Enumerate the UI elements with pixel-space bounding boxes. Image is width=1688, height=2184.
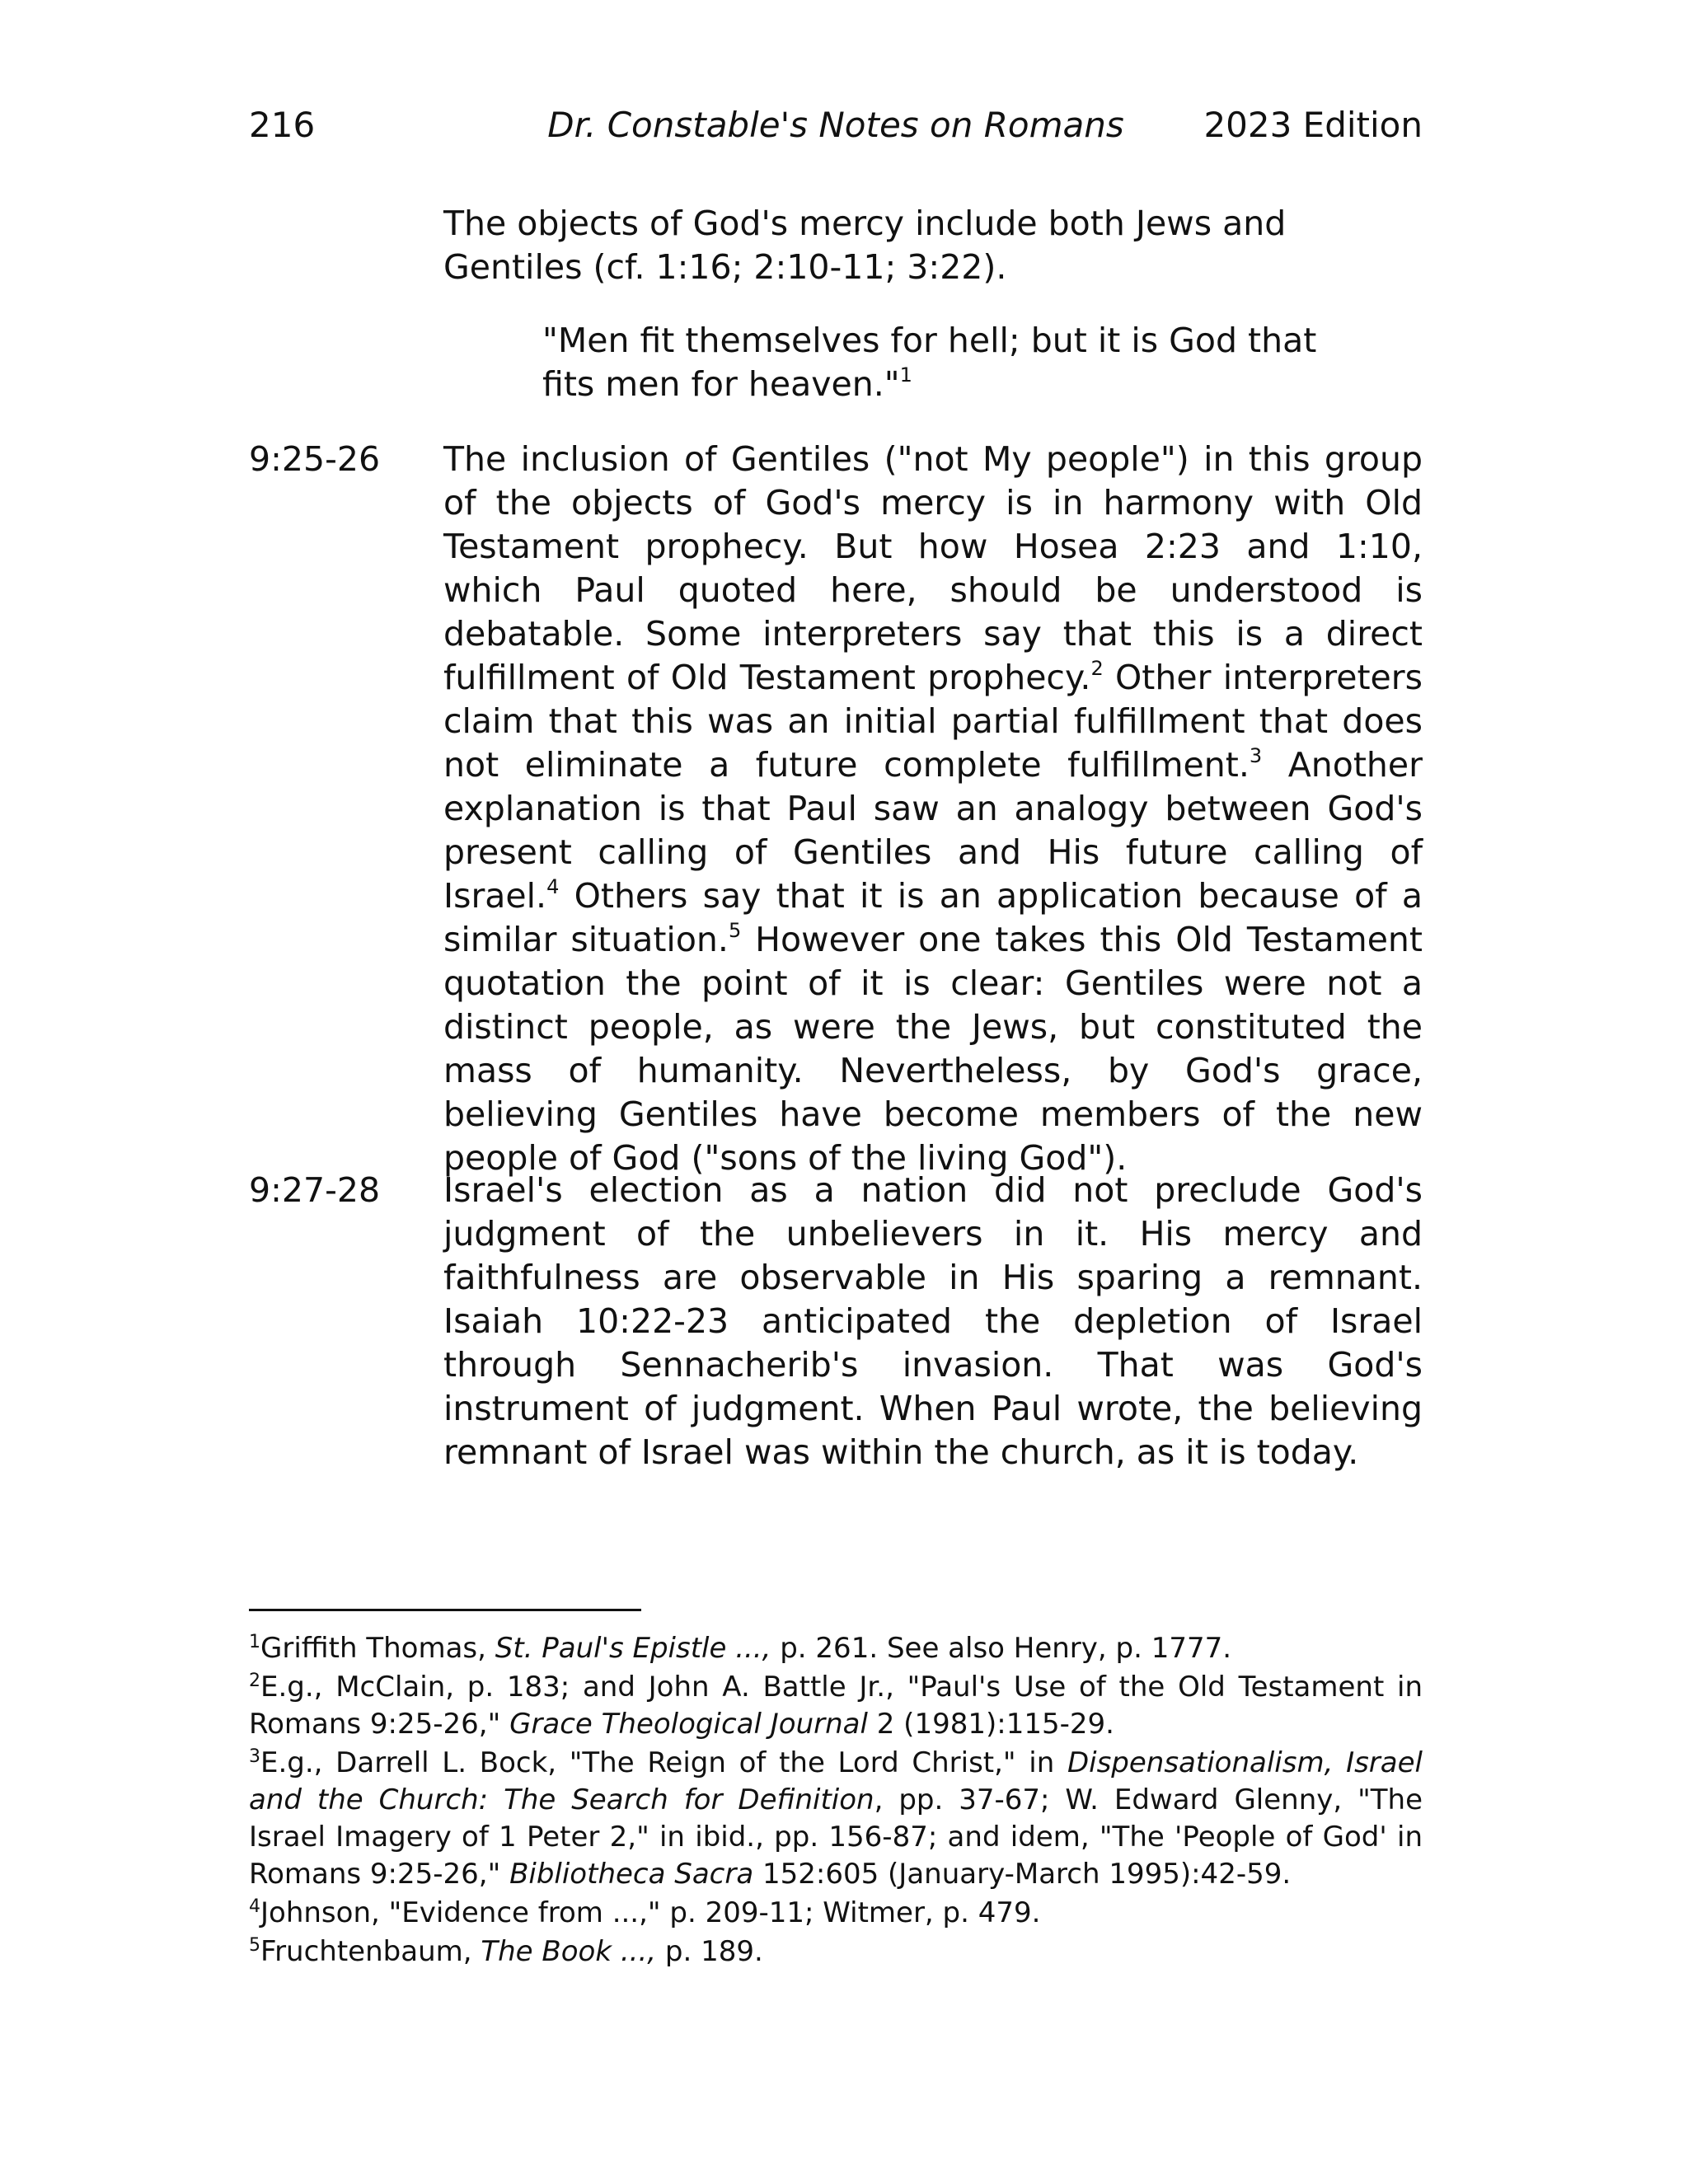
intro-paragraph — [443, 202, 1423, 289]
footnote-ref-3[interactable]: 3 — [1249, 744, 1263, 768]
footnote-text: , pp. 37-67; W. Edward Glenny, "The Israel Imagery of 1 Peter 2," in ibid., pp. 156-87; and idem, "The 'People of God' in Romans 9:25-26," — [249, 1783, 1423, 1891]
paragraph-text: The inclusion of Gentiles ("not My people") in this group of the objects of God's mercy is in harmony with Old Testament prophecy. But how Hosea 2:23 and 1:10, which Paul quoted here, should be understood is debatable. Some interpreters say that this is a direct fulfillment of Old Testament prophecy. — [443, 439, 1423, 697]
footnote-text: p. 189. — [656, 1935, 763, 1968]
footnote-title: Dispensationalism, Israel and the Church: The Search for Definition — [249, 1746, 1423, 1816]
footnote-title: St. Paul's Epistle ..., — [495, 1632, 771, 1665]
footnote-title: Bibliotheca Sacra — [509, 1858, 754, 1891]
footnote-2 — [249, 1669, 1423, 1743]
running-title: Dr. Constable's Notes on Romans — [547, 105, 1124, 145]
intro-text: The objects of God's mercy include both Jews and Gentiles (cf. 1:16; 2:10-11; 3:22). — [443, 204, 1287, 287]
footnote-text: 152:605 (January-March 1995):42-59. — [753, 1858, 1292, 1891]
paragraph-text: Others say that it is an application because of a similar situation. — [443, 876, 1423, 959]
footnote-ref-4[interactable]: 4 — [546, 875, 560, 899]
footnote-ref-1[interactable]: 1 — [899, 363, 912, 387]
footnote-mark: 2 — [249, 1671, 260, 1691]
edition-label: 2023 Edition — [1203, 105, 1423, 145]
footnote-mark: 5 — [249, 1935, 260, 1956]
footnote-text: Griffith Thomas, — [260, 1632, 495, 1665]
footnote-text: p. 261. See also Henry, p. 1777. — [771, 1632, 1232, 1665]
commentary-paragraph-9-27-28 — [443, 1169, 1423, 1474]
footnote-4 — [249, 1895, 1423, 1932]
footnote-mark: 1 — [249, 1632, 260, 1652]
footnotes — [249, 1630, 1423, 1972]
footnote-title: The Book ..., — [481, 1935, 657, 1968]
footnote-3 — [249, 1745, 1423, 1893]
footnote-mark: 4 — [249, 1896, 260, 1917]
page-number: 216 — [249, 105, 316, 145]
verse-ref-9-27-28: 9:27-28 — [249, 1170, 381, 1210]
footnote-title: Grace Theological Journal — [509, 1708, 868, 1741]
page-header — [249, 101, 1423, 150]
footnote-divider — [249, 1609, 641, 1611]
paragraph-text: Israel's election as a nation did not preclude God's judgment of the unbelievers in it. His mercy and faithfulness are observable in His sparing a remnant. Isaiah 10:22-23 anticipated the depletion of Israel through Sennacherib's invasion. That was God's instrument of judgment. When Paul wrote, the believing remnant of Israel was within the church, as it is today. — [443, 1170, 1423, 1472]
footnote-ref-2[interactable]: 2 — [1090, 657, 1104, 681]
block-quote — [542, 319, 1367, 406]
verse-ref-9-25-26: 9:25-26 — [249, 439, 381, 479]
footnote-mark: 3 — [249, 1746, 260, 1767]
footnote-text: E.g., McClain, p. 183; and John A. Battle Jr., "Paul's Use of the Old Testament in Romans 9:25-26," — [249, 1671, 1423, 1741]
footnote-text: E.g., Darrell L. Bock, "The Reign of the Lord Christ," in — [260, 1746, 1067, 1779]
footnote-text: Fruchtenbaum, — [260, 1935, 481, 1968]
footnote-1 — [249, 1630, 1423, 1667]
footnote-5 — [249, 1933, 1423, 1971]
paragraph-text: Another explanation is that Paul saw an analogy between God's present calling of Gentiles and His future calling of Israel. — [443, 745, 1423, 916]
paragraph-text: However one takes this Old Testament quotation the point of it is clear: Gentiles were not a distinct people, as were the Jews, but constituted the mass of humanity. Nevertheless, by God's grace, believing Gentiles have become members of the new people of God ("sons of the living God"). — [443, 920, 1423, 1178]
footnote-text: Johnson, "Evidence from ...," p. 209-11; Witmer, p. 479. — [260, 1896, 1041, 1929]
paragraph-text: Other interpreters claim that this was an initial partial fulfillment that does not eliminate a future complete fulfillment. — [443, 658, 1423, 785]
footnote-text: 2 (1981):115-29. — [867, 1708, 1114, 1741]
quote-text: "Men fit themselves for hell; but it is God that fits men for heaven." — [542, 321, 1317, 404]
commentary-paragraph-9-25-26 — [443, 438, 1423, 1180]
footnote-ref-5[interactable]: 5 — [728, 919, 742, 943]
